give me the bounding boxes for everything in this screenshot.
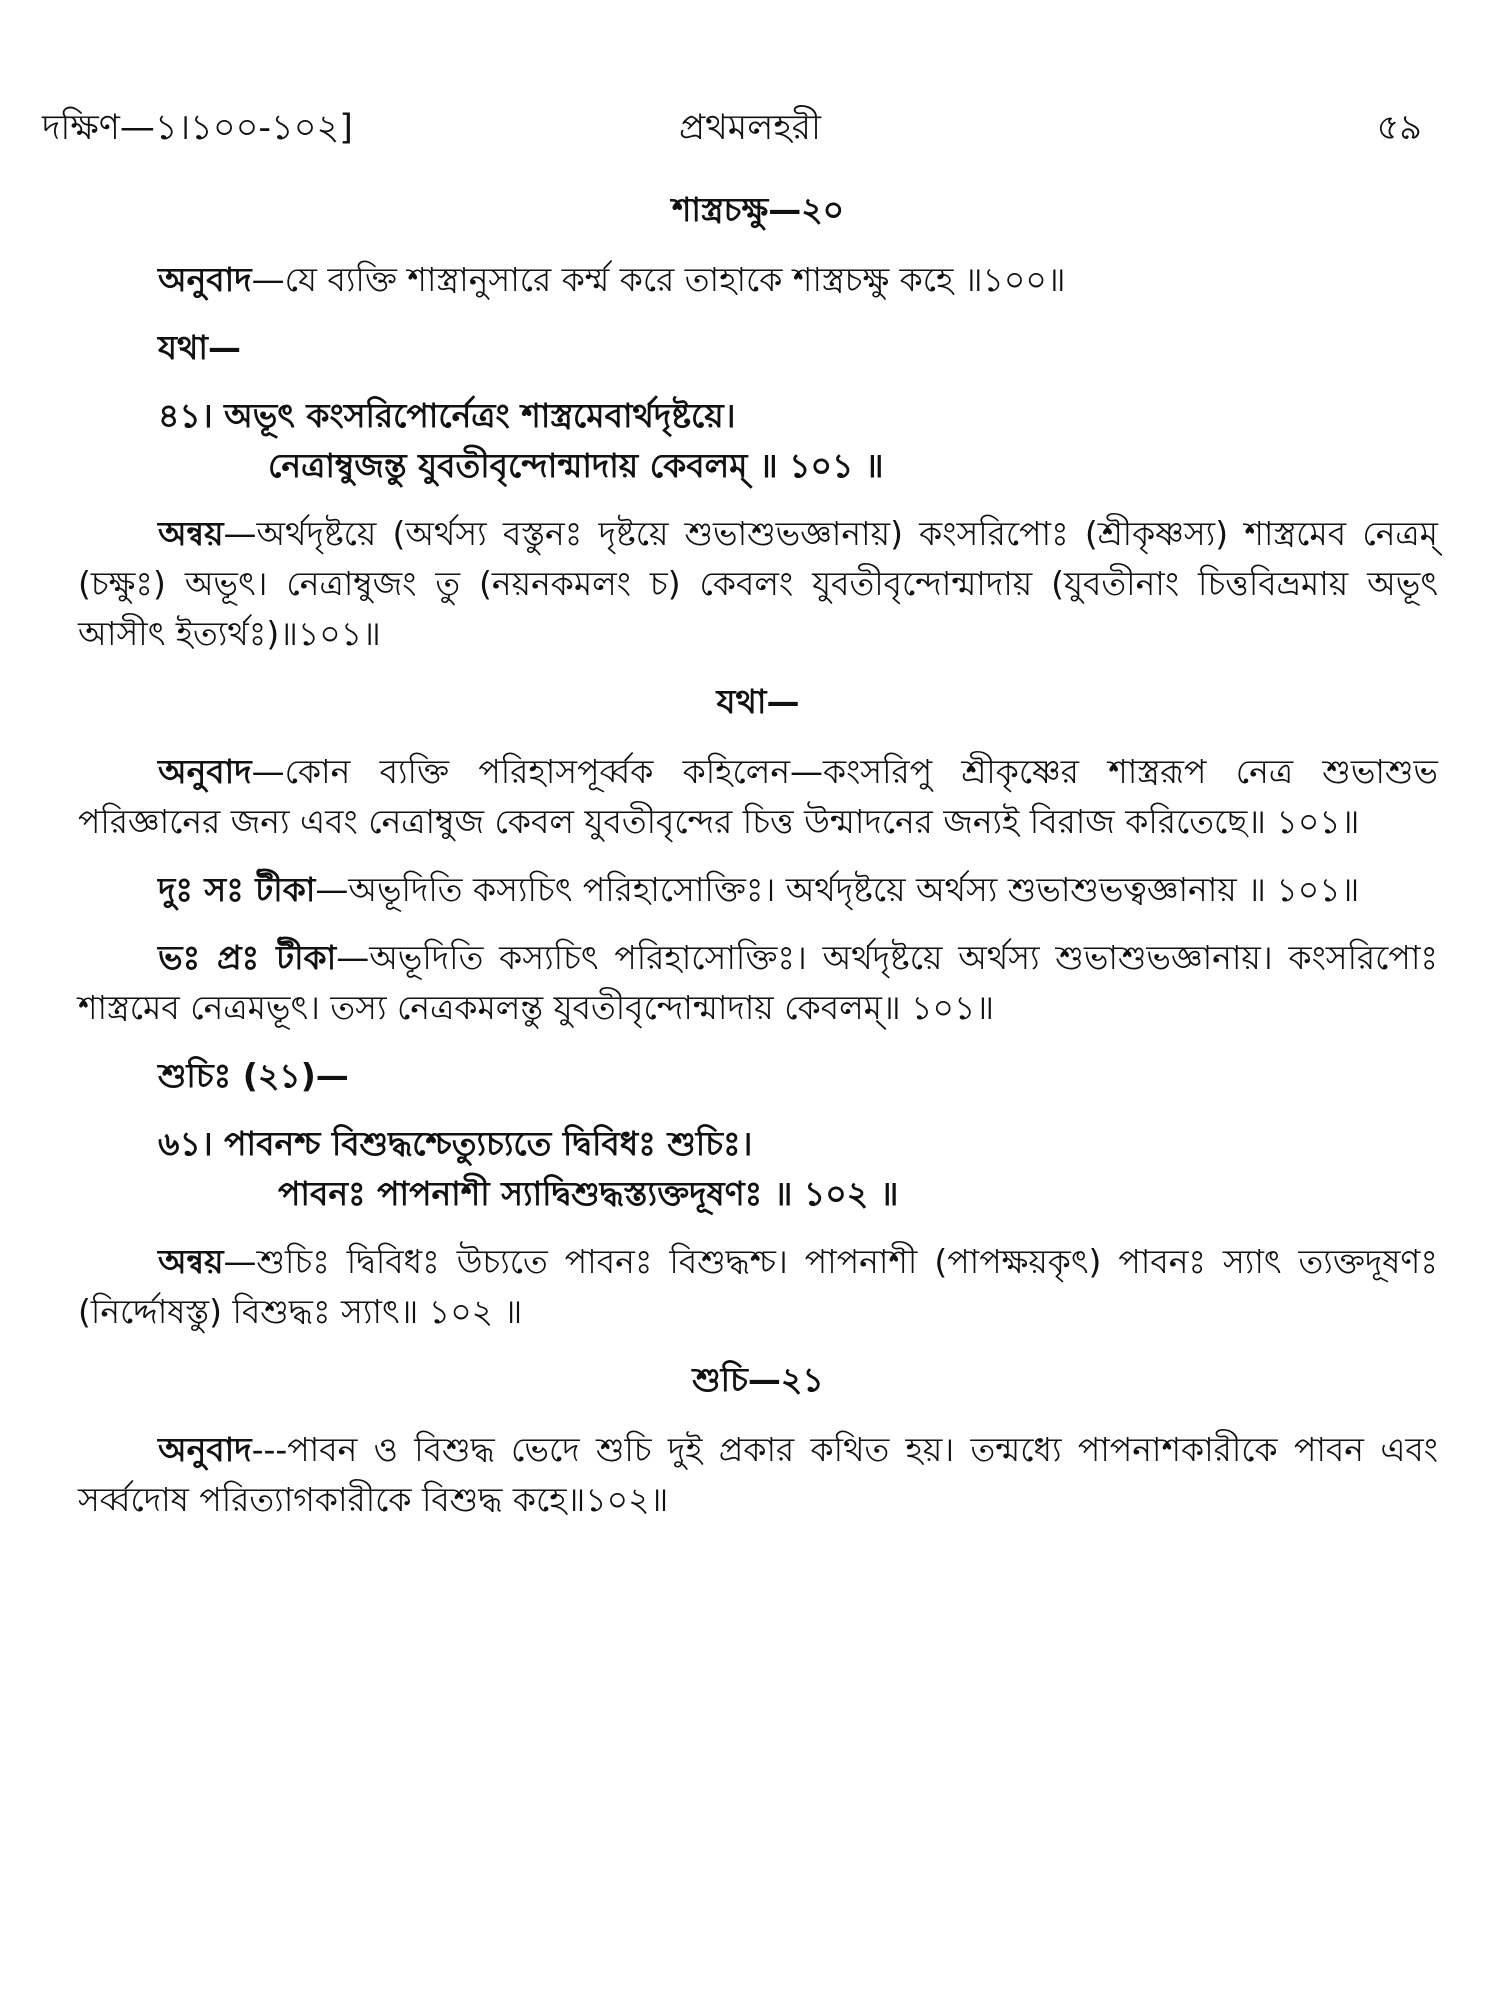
section-title-shastrachakshu: শাস্ত্রচক্ষু—২০ — [671, 190, 845, 229]
page-body — [78, 185, 1438, 1543]
verse-61-line-2: পাবনঃ পাপনাশী স্যাদ্বিশুদ্ধস্ত্যক্তদূষণঃ ॥ ১০২ ॥ — [278, 1174, 899, 1213]
yatha-label — [78, 323, 1438, 373]
verse-41-line-1: ৪১। অভূৎ কংসরিপোর্নেত্রং শাস্ত্রমেবার্থদৃষ্টয়ে। — [158, 396, 736, 435]
anubad-text: —কোন ব্যক্তি পরিহাসপূর্ব্বক কহিলেন—কংসরিপু শ্রীকৃষ্ণের শাস্ত্ররূপ নেত্র শুভাশুভ পরিজ্ঞানের জন্য এবং নেত্রাম্বুজ কেবল যুবতীবৃন্দের চিত্ত উন্মাদনের জন্যই বিরাজ করিতেছে॥ ১০১॥ — [78, 752, 1438, 841]
anvay-text: —অর্থদৃষ্টয়ে (অর্থস্য বস্তুনঃ দৃষ্টয়ে শুভাশুভজ্ঞানায়) কংসরিপোঃ (শ্রীকৃষ্ণস্য) শাস্ত্রমেব নেত্রম্ (চক্ষুঃ) অভূৎ। নেত্রাম্বুজং তু (নয়নকমলং চ) কেবলং যুবতীবৃন্দোন্মাদায় (যুবতীনাং চিত্তবিভ্রমায় অভূৎ আসীৎ ইত্যর্থঃ)॥১০১॥ — [78, 514, 1438, 653]
anubad-text: ---পাবন ও বিশুদ্ধ ভেদে শুচি দুই প্রকার কথিত হয়। তন্মধ্যে পাপনাশকারীকে পাবন এবং সর্ব্বদোষ পরিত্যাগকারীকে বিশুদ্ধ কহে॥১০২॥ — [78, 1430, 1438, 1519]
running-header-title: প্রথমলহরী — [679, 108, 821, 148]
dus-tika-label: দুঃ সঃ টীকা — [158, 870, 316, 909]
anvay-text: —শুচিঃ দ্বিবিধঃ উচ্যতে পাবনঃ বিশুদ্ধশ্চ। পাপনাশী (পাপক্ষয়কৃৎ) পাবনঃ স্যাৎ ত্যক্তদূষণঃ (নির্দ্দোষস্তু) বিশুদ্ধঃ স্যাৎ॥ ১০২ ॥ — [78, 1242, 1438, 1331]
shuchi-heading-text: শুচিঃ (২১)— — [158, 1056, 349, 1095]
verse-61-line-1: ৬১। পাবনশ্চ বিশুদ্ধশ্চেত্যুচ্যতে দ্বিবিধঃ শুচিঃ। — [158, 1124, 753, 1163]
bhas-tika-text: —অভূদিতি কস্যচিৎ পরিহাসোক্তিঃ। অর্থদৃষ্টয়ে অর্থস্য শুভাশুভজ্ঞানায়। কংসরিপোঃ শাস্ত্রমেব নেত্রমভূৎ। তস্য নেত্রকমলন্তু যুবতীবৃন্দোন্মাদায় কেবলম্॥ ১০১॥ — [78, 938, 1438, 1027]
anvay-paragraph-101 — [78, 509, 1438, 659]
anubad-paragraph-100 — [78, 255, 1438, 305]
anubad-label: অনুবাদ — [158, 752, 252, 791]
yatha-centered: যথা— — [716, 682, 800, 721]
page-number: ৫৯ — [1376, 108, 1422, 148]
anubad-label: অনুবাদ — [158, 1430, 252, 1469]
anvay-label: অন্বয় — [158, 514, 224, 553]
anubad-paragraph-101 — [78, 747, 1438, 847]
dus-tika-paragraph — [78, 865, 1438, 915]
section-title-shuchi: শুচি—২১ — [692, 1360, 824, 1399]
shuchi-heading — [78, 1051, 1438, 1101]
bhas-tika-label: ভঃ প্রঃ টীকা — [158, 938, 337, 977]
anubad-label: অনুবাদ — [158, 260, 252, 299]
bhas-tika-paragraph — [78, 933, 1438, 1033]
anubad-paragraph-102 — [78, 1425, 1438, 1525]
dus-tika-text: —অভূদিতি কস্যচিৎ পরিহাসোক্তিঃ। অর্থদৃষ্টয়ে অর্থস্য শুভাশুভত্বজ্ঞানায় ॥ ১০১॥ — [315, 870, 1360, 909]
anvay-label: অন্বয় — [158, 1242, 224, 1281]
anubad-text: —যে ব্যক্তি শাস্ত্রানুসারে কর্ম্ম করে তাহাকে শাস্ত্রচক্ষু কহে ॥১০০॥ — [251, 260, 1066, 299]
yatha-text: যথা— — [158, 328, 241, 367]
anvay-paragraph-102 — [78, 1237, 1438, 1337]
running-header-left: দক্ষিণ—১।১০০-১০২] — [42, 108, 353, 148]
verse-41-line-2: নেত্রাম্বুজন্তু যুবতীবৃন্দোন্মাদায় কেবলম্ ॥ ১০১ ॥ — [268, 446, 884, 485]
